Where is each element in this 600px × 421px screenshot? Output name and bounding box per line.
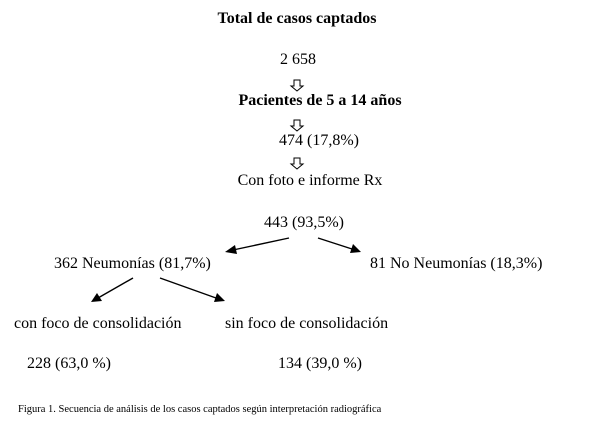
- total-count: 2 658: [280, 51, 316, 68]
- arrowhead-to-neumonias: [225, 245, 237, 254]
- diagram-title: Total de casos captados: [217, 10, 377, 27]
- sub-sin-foco-label: sin foco de consolidación: [225, 315, 389, 332]
- arrow-to-neumonias: [233, 238, 289, 250]
- sub-sin-foco-count: 134 (39,0 %): [278, 355, 362, 372]
- step2-count: 474 (17,8%): [279, 132, 359, 149]
- arrowhead-to-no-neumonias: [350, 244, 361, 253]
- step2-label: Pacientes de 5 a 14 años: [238, 92, 402, 109]
- branch-neumonias: 362 Neumonías (81,7%): [54, 255, 211, 272]
- sub-con-foco-label: con foco de consolidación: [14, 315, 182, 332]
- arrow-to-no-neumonias: [318, 238, 352, 249]
- arrow-to-con-foco: [98, 278, 133, 298]
- figure-caption: Figura 1. Secuencia de análisis de los casos captados según interpretación radiográfica: [18, 404, 382, 415]
- arrowhead-to-sin-foco: [214, 293, 225, 302]
- arrow-to-sin-foco: [160, 278, 216, 298]
- down-arrow-3: [291, 158, 303, 169]
- down-arrow-2: [291, 120, 303, 131]
- branch-no-neumonias: 81 No Neumonías (18,3%): [370, 255, 543, 272]
- down-arrow-1: [291, 80, 303, 91]
- step3-label: Con foto e informe Rx: [237, 172, 383, 189]
- step3-count: 443 (93,5%): [264, 214, 344, 231]
- arrowhead-to-con-foco: [91, 293, 102, 302]
- sub-con-foco-count: 228 (63,0 %): [27, 355, 111, 372]
